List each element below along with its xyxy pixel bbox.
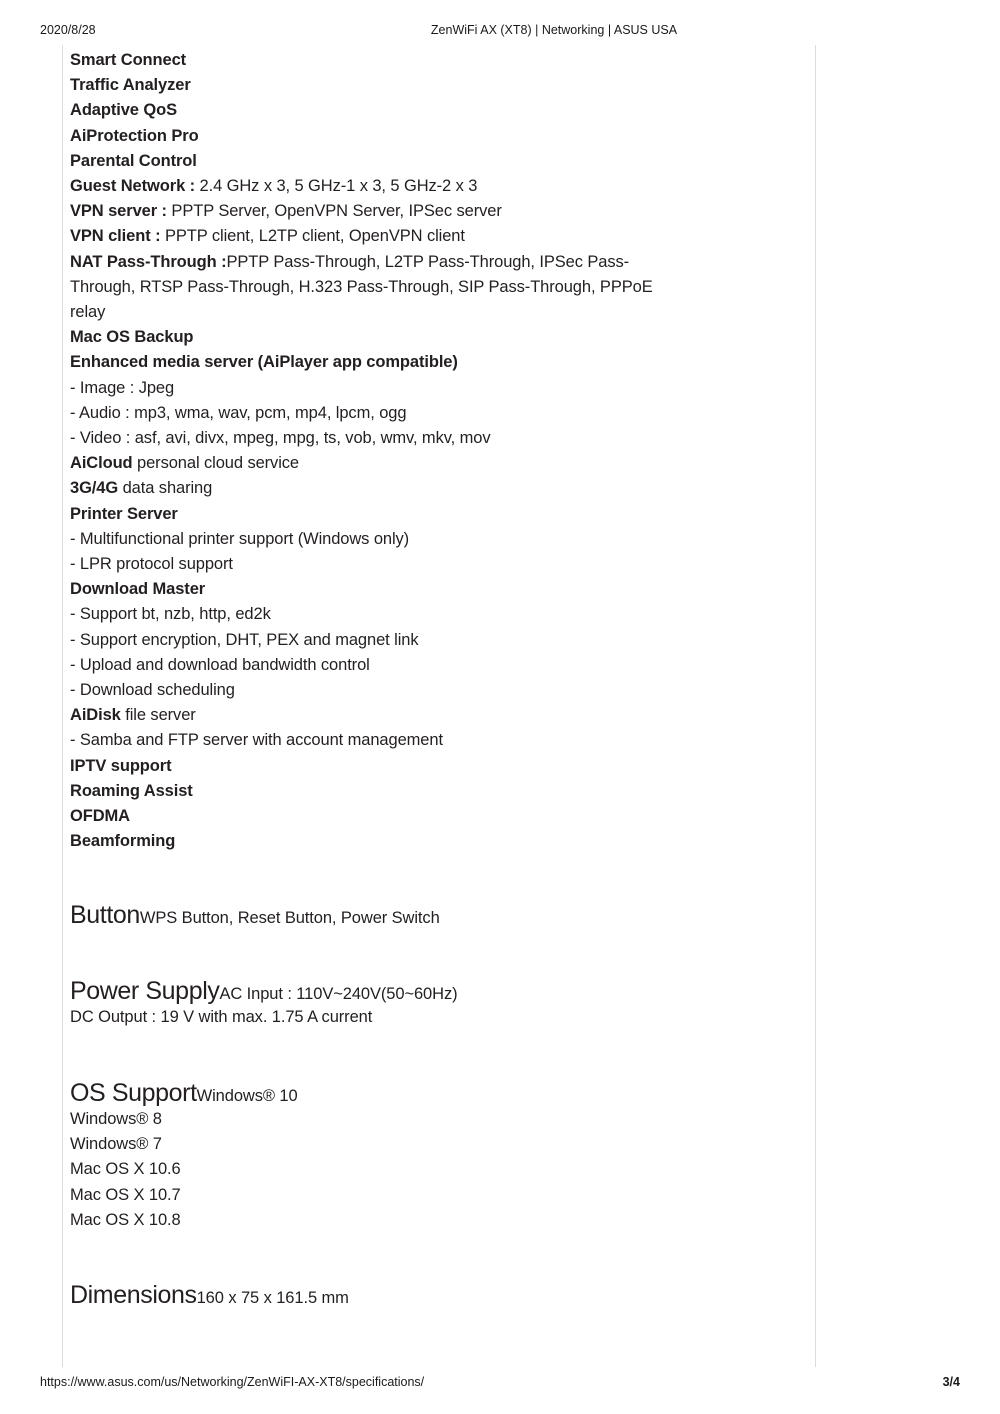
spec-block-heading-row: [70, 1080, 790, 1107]
spec-line: [70, 502, 770, 527]
spec-block-first-value: 160 x 75 x 161.5 mm: [196, 1289, 349, 1307]
spec-term: Enhanced media server (AiPlayer app compatible): [70, 353, 458, 372]
spec-term: OFDMA: [70, 807, 130, 826]
spec-block-first-value: AC Input : 110V~240V(50~60Hz): [219, 985, 458, 1003]
spec-block-line: Mac OS X 10.6: [70, 1160, 181, 1179]
spec-value: - Support encryption, DHT, PEX and magnet link: [70, 630, 419, 649]
spec-term: Printer Server: [70, 504, 178, 523]
spec-term: Download Master: [70, 580, 206, 599]
spec-value: personal cloud service: [132, 454, 300, 473]
page-title: ZenWiFi AX (XT8) | Networking | ASUS USA: [430, 23, 678, 37]
spec-line: [70, 577, 770, 602]
spec-term: AiCloud: [70, 454, 133, 473]
spec-term: Guest Network :: [70, 177, 196, 196]
spec-line: [70, 250, 682, 326]
spec-value: - Support bt, nzb, http, ed2k: [70, 605, 271, 624]
spec-term: Traffic Analyzer: [70, 76, 191, 95]
print-date: 2020/8/28: [40, 23, 96, 37]
spec-block-first-value: Windows® 10: [196, 1087, 298, 1105]
spec-line: [70, 754, 770, 779]
spec-block-os-support: [70, 1080, 790, 1233]
spec-block-dimensions: [70, 1282, 790, 1309]
spec-line: [70, 628, 770, 653]
print-footer: [0, 1375, 1000, 1393]
spec-line: [70, 174, 770, 199]
spec-value: - Audio : mp3, wma, wav, pcm, mp4, lpcm, ogg: [70, 403, 407, 422]
spec-value: - Video : asf, avi, divx, mpeg, mpg, ts, vob, wmv, mkv, mov: [70, 429, 491, 448]
spec-block-line: Windows® 8: [70, 1110, 162, 1128]
spec-term: VPN client :: [70, 227, 161, 246]
spec-value: - Multifunctional printer support (Windows only): [70, 529, 410, 548]
spec-line: [70, 199, 770, 224]
spec-line: [70, 829, 770, 854]
spec-term: Adaptive QoS: [70, 101, 177, 120]
spec-value: - LPR protocol support: [70, 555, 233, 574]
spec-line: [70, 426, 770, 451]
spec-term: IPTV support: [70, 756, 172, 775]
spec-block-button: [70, 902, 790, 929]
spec-term: NAT Pass-Through :: [70, 252, 227, 271]
spec-term: Parental Control: [70, 151, 197, 170]
spec-line: [70, 124, 770, 149]
spec-block-title: Button: [70, 901, 140, 929]
software-feature-list: [70, 48, 770, 855]
spec-line: [70, 98, 770, 123]
print-header: [0, 23, 1000, 41]
spec-line: [70, 48, 770, 73]
spec-block-heading-row: [70, 902, 790, 929]
spec-value: PPTP Server, OpenVPN Server, IPSec server: [166, 202, 502, 221]
spec-value: - Download scheduling: [70, 681, 235, 700]
spec-block-line: Mac OS X 10.8: [70, 1210, 181, 1229]
source-url: https://www.asus.com/us/Networking/ZenWiFI-AX-XT8/specifications/: [40, 1375, 425, 1389]
spec-block-title: OS Support: [70, 1079, 197, 1107]
spec-block-first-value: WPS Button, Reset Button, Power Switch: [139, 909, 440, 927]
spec-line: [70, 653, 770, 678]
spec-line: [70, 401, 770, 426]
spec-term: 3G/4G: [70, 479, 119, 498]
spec-line: [70, 552, 770, 577]
spec-block-title: Dimensions: [70, 1281, 197, 1309]
spec-line-container: [70, 48, 770, 855]
spec-block-power-supply: [70, 978, 790, 1030]
spec-value: - Samba and FTP server with account management: [70, 731, 443, 750]
spec-line: [70, 779, 770, 804]
spec-block-line: DC Output : 19 V with max. 1.75 A current: [70, 1008, 373, 1026]
spec-block-heading-row: [70, 978, 790, 1005]
spec-line: [70, 451, 770, 476]
spec-line: [70, 703, 770, 728]
spec-value: - Image : Jpeg: [70, 378, 175, 397]
spec-value: 2.4 GHz x 3, 5 GHz-1 x 3, 5 GHz-2 x 3: [195, 177, 478, 196]
spec-term: AiProtection Pro: [70, 126, 199, 145]
right-column-divider: [815, 45, 816, 1367]
spec-line: [70, 602, 770, 627]
spec-line: [70, 804, 770, 829]
spec-term: AiDisk: [70, 706, 121, 725]
spec-value: file server: [120, 706, 196, 725]
spec-line: [70, 350, 770, 375]
spec-line: [70, 376, 770, 401]
spec-term: Beamforming: [70, 832, 176, 851]
spec-value: data sharing: [118, 479, 213, 498]
spec-term: Roaming Assist: [70, 781, 193, 800]
spec-line: [70, 149, 770, 174]
spec-line: [70, 678, 770, 703]
left-column-divider: [62, 45, 63, 1367]
spec-block-line: Mac OS X 10.7: [70, 1185, 181, 1204]
spec-value: - Upload and download bandwidth control: [70, 655, 370, 674]
spec-line: [70, 224, 770, 249]
spec-term: Mac OS Backup: [70, 328, 194, 347]
page-number: 3/4: [942, 1375, 960, 1389]
spec-line: [70, 527, 770, 552]
spec-line: [70, 728, 770, 753]
spec-block-line: Windows® 7: [70, 1135, 162, 1154]
spec-term: Smart Connect: [70, 51, 187, 69]
spec-line: [70, 476, 770, 501]
spec-line: [70, 73, 770, 98]
spec-block-extra-lines: [70, 1107, 790, 1233]
spec-line: [70, 325, 770, 350]
spec-value: PPTP Pass-Through, L2TP Pass-Through, IPSec Pass-Through, RTSP Pass-Through, H.323 Pass-Through, SIP Pass-Through, PPPoE relay: [70, 252, 653, 322]
spec-block-extra-lines: [70, 1005, 790, 1030]
spec-term: VPN server :: [70, 202, 167, 221]
spec-block-title: Power Supply: [70, 977, 220, 1005]
spec-block-heading-row: [70, 1282, 790, 1309]
spec-value: PPTP client, L2TP client, OpenVPN client: [160, 227, 465, 246]
